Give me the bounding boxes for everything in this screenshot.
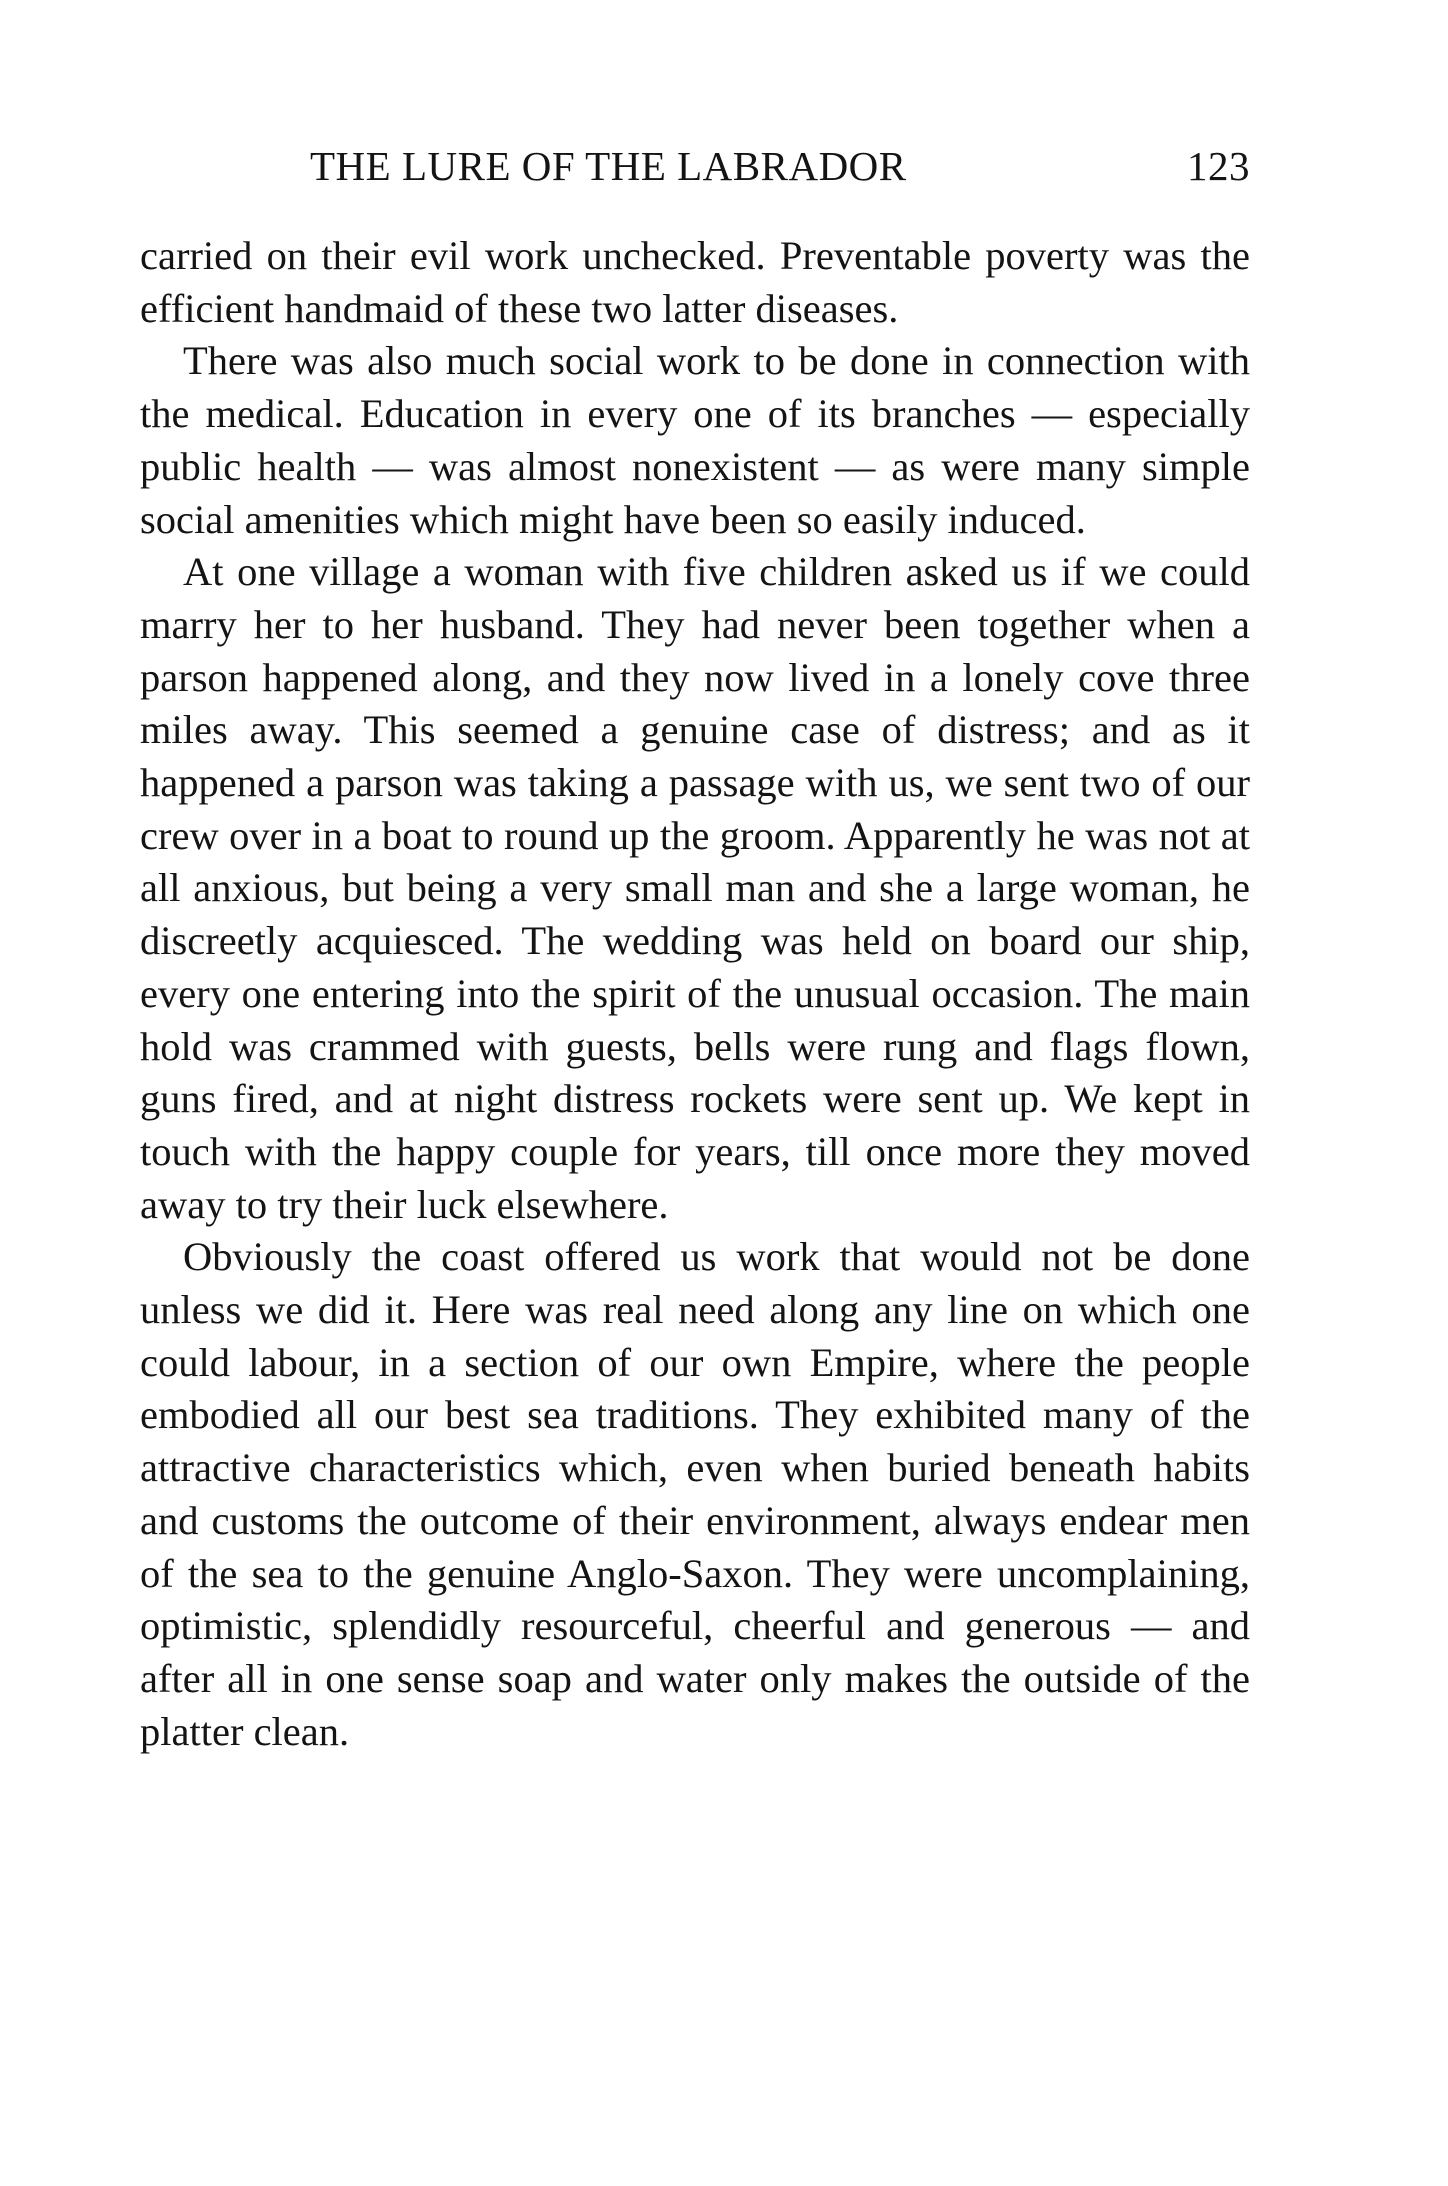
paragraph-wedding: At one village a woman with five children asked us if we could marry her to her husband. They had never been together when a parson happened along, and they now lived in a lonely cove three miles away. This seemed a genuine case of distress; and as it happened a parson was taking a passage with us, we sent two of our crew over in a boat to round up the groom. Apparently he was not at all anxious, but being a very small man and she a large woman, he discreetly acquiesced. The wedding was held on board our ship, every one entering into the spirit of the unusual occasion. The main hold was crammed with guests, bells were rung and flags flown, guns fired, and at night distress rockets were sent up. We kept in touch with the happy couple for years, till once more they moved away to try their luck elsewhere. [140,549,1250,1227]
paragraph-coast-work: Obviously the coast offered us work that would not be done unless we did it. Here was real need along any line on which one could labour, in a section of our own Empire, where the people embodied all our best sea traditions. They exhibited many of the attractive characteristics which, even when buried beneath habits and customs the outcome of their environment, always endear men of the sea to the genuine Anglo-Saxon. They were uncomplaining, optimistic, splendidly resourceful, cheerful and generous — and after all in one sense soap and water only makes the outside of the platter clean. [140,1234,1250,1754]
paragraph-continuation: carried on their evil work unchecked. Preventable poverty was the efficient handmaid of these two latter diseases. [140,233,1250,331]
running-title: THE LURE OF THE LABRADOR [310,143,907,189]
paragraph-social-work: There was also much social work to be done in connection with the medical. Education in every one of its branches — especially public health — was almost nonexistent — as were many simple social amenities which might have been so easily induced. [140,338,1250,542]
page-number: 123 [1187,143,1250,189]
body-text [140,230,1250,1758]
running-head [140,136,1250,196]
